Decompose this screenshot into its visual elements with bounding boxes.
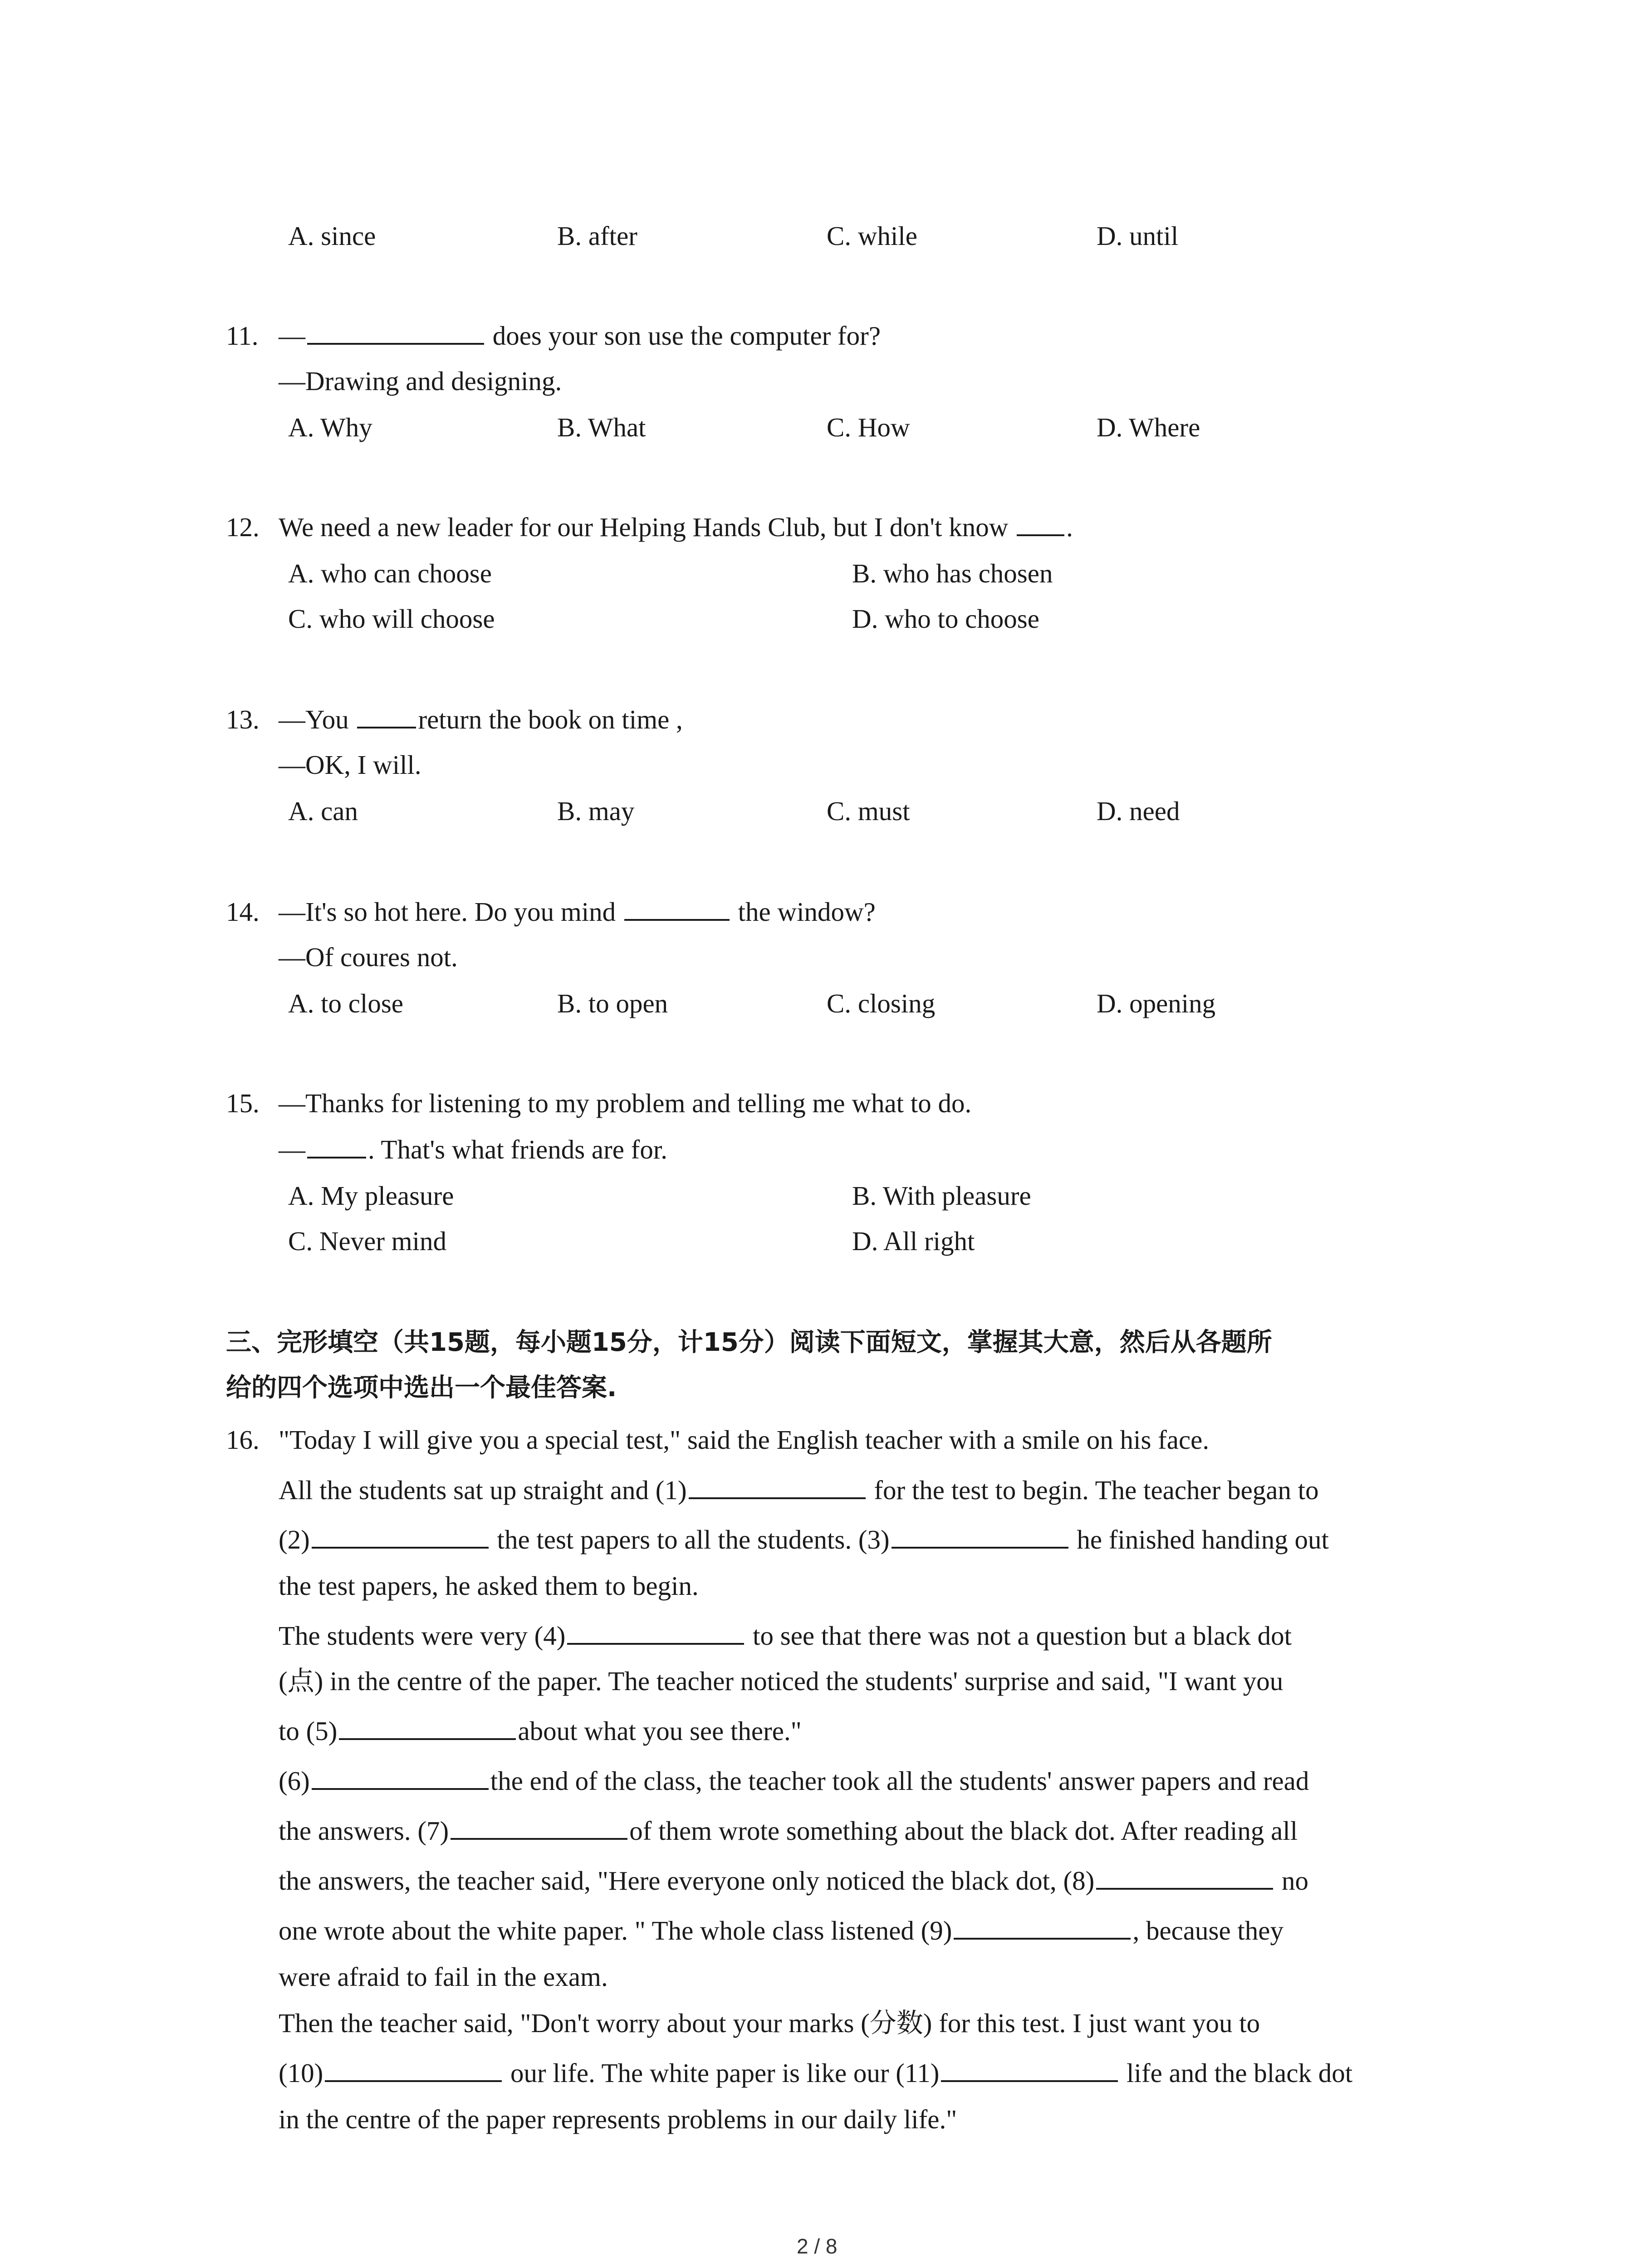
- q11-option-d: D. Where: [1097, 412, 1200, 442]
- q11-option-c: C. How: [827, 412, 910, 442]
- passage-line: in the centre of the paper represents problems in our daily life.": [279, 2104, 957, 2134]
- q15-option-a: A. My pleasure: [288, 1181, 454, 1211]
- q15-option-b: B. With pleasure: [852, 1181, 1031, 1211]
- cloze-blank-10: [325, 2057, 502, 2082]
- question-number: 11.: [226, 321, 259, 351]
- passage-line: one wrote about the white paper. " The whole class listened (9) , because they: [279, 1912, 1283, 1949]
- answer-blank: [307, 319, 484, 345]
- passage-line: (10) our life. The white paper is like our (11) life and the black dot: [279, 2055, 1352, 2091]
- q15-option-c: C. Never mind: [288, 1226, 447, 1256]
- cloze-blank-5: [339, 1715, 516, 1740]
- section-heading-line: 三、完形填空（共15题，每小题15分，计15分）阅读下面短文，掌握其大意，然后从各题所: [226, 1328, 1272, 1357]
- q15-option-d: D. All right: [852, 1226, 975, 1256]
- answer-blank: [307, 1133, 366, 1158]
- q14-option-b: B. to open: [557, 988, 668, 1018]
- q14-option-d: D. opening: [1097, 988, 1216, 1018]
- question-reply: — . That's what friends are for.: [279, 1131, 667, 1168]
- q14-option-c: C. closing: [827, 988, 936, 1018]
- passage-line: the answers. (7) of them wrote something about the black dot. After reading all: [279, 1813, 1298, 1849]
- q11-option-b: B. What: [557, 412, 646, 442]
- passage-line: to (5) about what you see there.": [279, 1713, 802, 1749]
- q12-option-d: D. who to choose: [852, 604, 1039, 634]
- cloze-blank-11: [941, 2057, 1118, 2082]
- question-number: 15.: [226, 1088, 260, 1118]
- passage-line: (6) the end of the class, the teacher took all the students' answer papers and read: [279, 1763, 1309, 1799]
- q12-option-c: C. who will choose: [288, 604, 495, 634]
- q10-option-b: B. after: [557, 221, 637, 251]
- question-number: 13.: [226, 704, 260, 734]
- q13-option-a: A. can: [288, 796, 358, 826]
- cloze-blank-8: [1096, 1864, 1273, 1890]
- q13-option-d: D. need: [1097, 796, 1180, 826]
- question-stem: —Thanks for listening to my problem and telling me what to do.: [279, 1088, 972, 1118]
- question-stem: We need a new leader for our Helping Hands Club, but I don't know .: [279, 509, 1073, 545]
- question-reply: —OK, I will.: [279, 750, 421, 780]
- answer-blank: [624, 895, 730, 921]
- passage-line: "Today I will give you a special test," said the English teacher with a smile on his face.: [279, 1425, 1210, 1455]
- answer-blank: [1017, 511, 1064, 536]
- question-stem: —It's so hot here. Do you mind the window?: [279, 894, 876, 930]
- q12-option-a: A. who can choose: [288, 558, 492, 588]
- cloze-blank-2: [312, 1523, 489, 1549]
- question-reply: —Of coures not.: [279, 942, 458, 972]
- section-heading-line: 给的四个选项中选出一个最佳答案.: [226, 1373, 617, 1403]
- cloze-blank-7: [451, 1814, 627, 1840]
- q13-option-b: B. may: [557, 796, 635, 826]
- question-reply: —Drawing and designing.: [279, 366, 562, 396]
- question-number: 16.: [226, 1425, 260, 1455]
- q10-option-a: A. since: [288, 221, 376, 251]
- question-number: 14.: [226, 897, 260, 927]
- cloze-blank-9: [954, 1914, 1131, 1940]
- answer-blank: [357, 703, 416, 728]
- q11-option-a: A. Why: [288, 412, 372, 442]
- page-number: 2 / 8: [797, 2234, 838, 2258]
- cloze-blank-1: [689, 1474, 866, 1499]
- passage-line: the test papers, he asked them to begin.: [279, 1571, 699, 1601]
- passage-line: Then the teacher said, "Don't worry about your marks (分数) for this test. I just want you to: [279, 2008, 1260, 2038]
- cloze-blank-6: [312, 1765, 489, 1790]
- question-number: 12.: [226, 512, 260, 542]
- q13-option-c: C. must: [827, 796, 910, 826]
- q14-option-a: A. to close: [288, 988, 403, 1018]
- question-stem: —You return the book on time ,: [279, 701, 683, 738]
- cloze-blank-3: [892, 1523, 1068, 1549]
- q12-option-b: B. who has chosen: [852, 558, 1053, 588]
- question-stem: — does your son use the computer for?: [279, 318, 881, 354]
- cloze-blank-4: [567, 1619, 744, 1645]
- q10-option-d: D. until: [1097, 221, 1179, 251]
- passage-line: the answers, the teacher said, "Here everyone only noticed the black dot, (8) no: [279, 1862, 1308, 1899]
- passage-line: (2) the test papers to all the students. (3) he finished handing out: [279, 1521, 1329, 1558]
- passage-line: The students were very (4) to see that there was not a question but a black dot: [279, 1618, 1292, 1654]
- passage-line: were afraid to fail in the exam.: [279, 1962, 608, 1992]
- q10-option-c: C. while: [827, 221, 917, 251]
- passage-line: (点) in the centre of the paper. The teacher noticed the students' surprise and said, "I want you: [279, 1666, 1283, 1696]
- passage-line: All the students sat up straight and (1) for the test to begin. The teacher began to: [279, 1472, 1319, 1508]
